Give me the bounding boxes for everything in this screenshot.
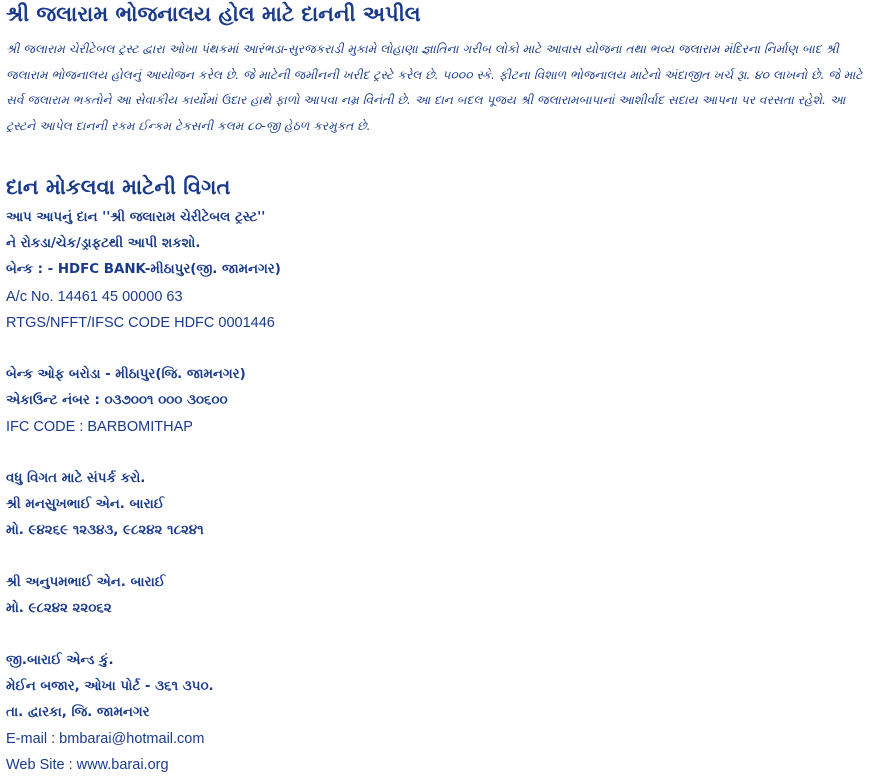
appeal-title: શ્રી જલારામ ભોજનાલય હોલ માટે દાનની અપીલ	[6, 2, 421, 26]
hdfc-ifsc-code: RTGS/NFFT/IFSC CODE HDFC 0001446	[6, 315, 275, 331]
bob-ifc-code: IFC CODE : BARBOMITHAP	[6, 419, 193, 435]
payment-modes-line: ને રોકડા/ચેક/ડ્રાફટથી આપી શકશો.	[6, 236, 201, 251]
contact-2-phone: મો. ૯૮૨૪૨ ૨૨૦૬૨	[6, 601, 112, 616]
contact-1-phone: મો. ૯૪૨૬૯ ૧૨૩૪૩, ૯૮૨૪૨ ૧૮૨૪૧	[6, 523, 204, 538]
website-link[interactable]: Web Site : www.barai.org	[6, 757, 169, 773]
contact-1-name: શ્રી મનસુખભાઈ એન. બારાઈ	[6, 497, 165, 512]
company-name: જી.બારાઈ એન્ડ કું.	[6, 653, 114, 668]
address-line-2: તા. દ્વારકા, જિ. જામનગર	[6, 705, 150, 720]
hdfc-bank-name: બેન્ક : - HDFC BANK-મીઠાપુર(જી. જામનગર)	[6, 262, 281, 277]
address-line-1: મેઈન બજાર, ઓખા પોર્ટ - ૩૬૧ ૩૫૦.	[6, 679, 214, 694]
contact-2-name: શ્રી અનુપમભાઈ એન. બારાઈ	[6, 575, 166, 590]
bob-account-number: એકાઉન્ટ નંબર : ૦૩૭૦૦૧ ૦૦૦ ૩૦૬૦૦	[6, 393, 228, 408]
appeal-body: શ્રી જલારામ ચેરીટેબલ ટ્રસ્ટ દ્વારા ઓખા પંથકમાં આરંભડા-સુરજકરાડી મુકામે લોહાણા જ્ઞાતિના ગરીબ લોકો માટે આવાસ યોજના તથા ભવ્ય જલારામ મંદિરના નિર્માણ બાદ શ્રી જલારામ ભોજનાલય હોલનું આયોજન કરેલ છે. જે માટેની જમીનની ખરીદ ટ્રસ્ટે કરેલ છે. ૫૦૦૦ સ્કે. ફીટના વિશાળ ભોજનાલય માટેનો અંદાજીત ખર્ચ રૂા. ૪૦ લાખનો છે. જે માટે સર્વ જલારામ ભકતોને આ સેવાકીય કાર્યોમાં ઉદાર હાથે ફાળો આપવા નમ્ર વિનંતી છે. આ દાન બદલ પૂજય શ્રી જલારામબાપાનાં આશીર્વાદ સદાય આપના પર વરસતા રહેશે. આ ટ્રસ્ટને આપેલ દાનની રકમ ઈન્કમ ટેકસની કલમ ૮૦-જી હેઠળ કરમુકત છે.	[6, 42, 863, 133]
hdfc-account-number: A/c No. 14461 45 00000 63	[6, 289, 183, 305]
contact-heading: વધુ વિગત માટે સંપર્ક કરો.	[6, 471, 146, 486]
donation-details-title: દાન મોકલવા માટેની વિગત	[6, 175, 231, 199]
bob-bank-name: બેન્ક ઓફ બરોડા - મીઠાપુર(જિ. જામનગર)	[6, 367, 246, 382]
email-link[interactable]: E-mail : bmbarai@hotmail.com	[6, 731, 205, 747]
donate-instruction-line: આપ આપનું દાન ''શ્રી જલારામ ચેરીટેબલ ટ્રસ્ટ''	[6, 210, 266, 225]
